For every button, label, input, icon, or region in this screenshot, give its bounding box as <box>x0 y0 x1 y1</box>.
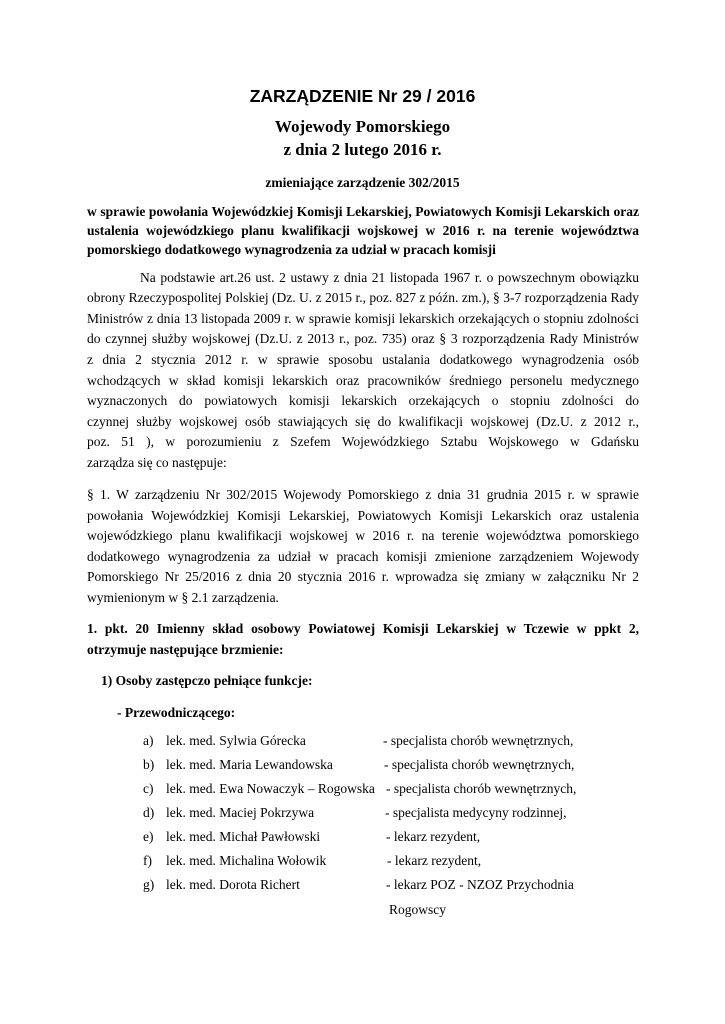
issue-date: z dnia 2 lutego 2016 r. <box>283 140 442 159</box>
issuer: Wojewody Pomorskiego <box>274 117 451 136</box>
member-name: lek. med. Maria Lewandowska <box>166 757 333 772</box>
preamble-line: Ministrów z dnia 13 listopada 2009 r. w sprawie komisji lekarskich orzekających o stopniu zdolności <box>87 311 639 326</box>
member-name: lek. med. Dorota Richert <box>166 877 300 892</box>
member-index: g) <box>143 877 155 892</box>
section-1-line: § 1. W zarządzeniu Nr 302/2015 Wojewody Pomorskiego z dnia 31 grudnia 2015 r. w sprawie <box>87 487 639 502</box>
member-specialty: - lekarz rezydent, <box>387 853 482 868</box>
member-name: lek. med. Sylwia Górecka <box>166 733 306 748</box>
member-index: f) <box>143 853 152 868</box>
preamble-line: obrony Rzeczypospolitej Polskiej (Dz. U. z 2015 r., poz. 827 z późn. zm.), § 3-7 rozporządzenia Rady <box>87 290 639 305</box>
section-1-line: powołania Wojewódzkiej Komisji Lekarskiej, Powiatowych Komisji Lekarskich oraz ustalenia <box>87 508 639 523</box>
member-row <box>0 829 725 849</box>
member-specialty: - lekarz POZ - NZOZ Przychodnia <box>386 877 574 892</box>
preamble-line: do czynnej służby wojskowej (Dz.U. z 2013 r., poz. 735) oraz § 3 rozporządzenia Rady Ministrów <box>87 331 639 346</box>
member-specialty: - specjalista chorób wewnętrznych, <box>384 757 575 772</box>
member-row <box>0 733 725 753</box>
member-name: lek. med. Michalina Wołowik <box>166 853 327 868</box>
point-1-line: 1. pkt. 20 Imienny skład osobowy Powiatowej Komisji Lekarskiej w Tczewie w ppkt 2, <box>87 621 639 636</box>
subject-line: w sprawie powołania Wojewódzkiej Komisji Lekarskiej, Powiatowych Komisji Lekarskich oraz <box>87 204 639 219</box>
member-index: b) <box>143 757 155 772</box>
member-name: lek. med. Michał Pawłowski <box>166 829 321 844</box>
section-1-line: dodatkowego wynagrodzenia za udział w pracach komisji zmienione zarządzeniem Wojewody <box>87 549 639 564</box>
point-1-line: otrzymuje następujące brzmienie: <box>87 642 284 657</box>
preamble-line: wyznaczonych do powiatowych komisji lekarskich orzekających o stopniu zdolności do <box>87 393 639 408</box>
member-index: c) <box>143 781 154 796</box>
member-row <box>0 781 725 801</box>
subject-line: pomorskiego dodatkowego wynagrodzenia za udział w pracach komisji <box>87 242 496 257</box>
section-1-line: wojewódzkiego planu kwalifikacji wojskowej w 2016 r. na terenie województwa pomorskiego <box>87 528 639 543</box>
member-row <box>0 877 725 897</box>
member-row <box>0 757 725 777</box>
member-row <box>0 853 725 873</box>
member-specialty-continued: Rogowscy <box>389 902 446 917</box>
member-specialty: - specjalista chorób wewnętrznych, <box>383 733 574 748</box>
role-heading: - Przewodniczącego: <box>117 705 236 720</box>
preamble-line: z dnia 2 stycznia 2012 r. w sprawie sposobu ustalania dodatkowego wynagrodzenia osób <box>87 352 639 367</box>
member-name: lek. med. Ewa Nowaczyk – Rogowska <box>166 781 375 796</box>
preamble-line: Na podstawie art.26 ust. 2 ustawy z dnia 21 listopada 1967 r. o powszechnym obowiązku <box>140 270 639 285</box>
preamble-line: zarządza się co następuje: <box>87 455 227 470</box>
amending-note: zmieniające zarządzenie 302/2015 <box>265 175 460 190</box>
preamble-line: czynnej służby wojskowej osób stawiających się do kwalifikacji wojskowej (Dz.U. z 2012 r., <box>87 414 639 429</box>
subject-line: ustalenia wojewódzkiego planu kwalifikacji wojskowej w 2016 r. na terenie województwa <box>87 223 639 238</box>
document-title: ZARZĄDZENIE Nr 29 / 2016 <box>249 86 476 106</box>
member-index: a) <box>143 733 154 748</box>
member-name: lek. med. Maciej Pokrzywa <box>166 805 315 820</box>
member-specialty: - lekarz rezydent, <box>386 829 481 844</box>
section-1-line: Pomorskiego Nr 25/2016 z dnia 20 stycznia 2016 r. wprowadza się zmiany w załączniku Nr 2 <box>87 569 639 584</box>
subpoint-heading: 1) Osoby zastępczo pełniące funkcje: <box>101 673 313 688</box>
member-index: e) <box>143 829 154 844</box>
member-specialty: - specjalista chorób wewnętrznych, <box>386 781 577 796</box>
section-1-line: wymienionym w § 2.1 zarządzenia. <box>87 590 279 605</box>
preamble-line: wchodzących w skład komisji lekarskich oraz pracowników średniego personelu medycznego <box>87 373 639 388</box>
member-specialty: - specjalista medycyny rodzinnej, <box>385 805 567 820</box>
member-row <box>0 805 725 825</box>
member-index: d) <box>143 805 155 820</box>
preamble-line: poz. 51 ), w porozumieniu z Szefem Wojewódzkiego Sztabu Wojskowego w Gdańsku <box>87 434 639 449</box>
